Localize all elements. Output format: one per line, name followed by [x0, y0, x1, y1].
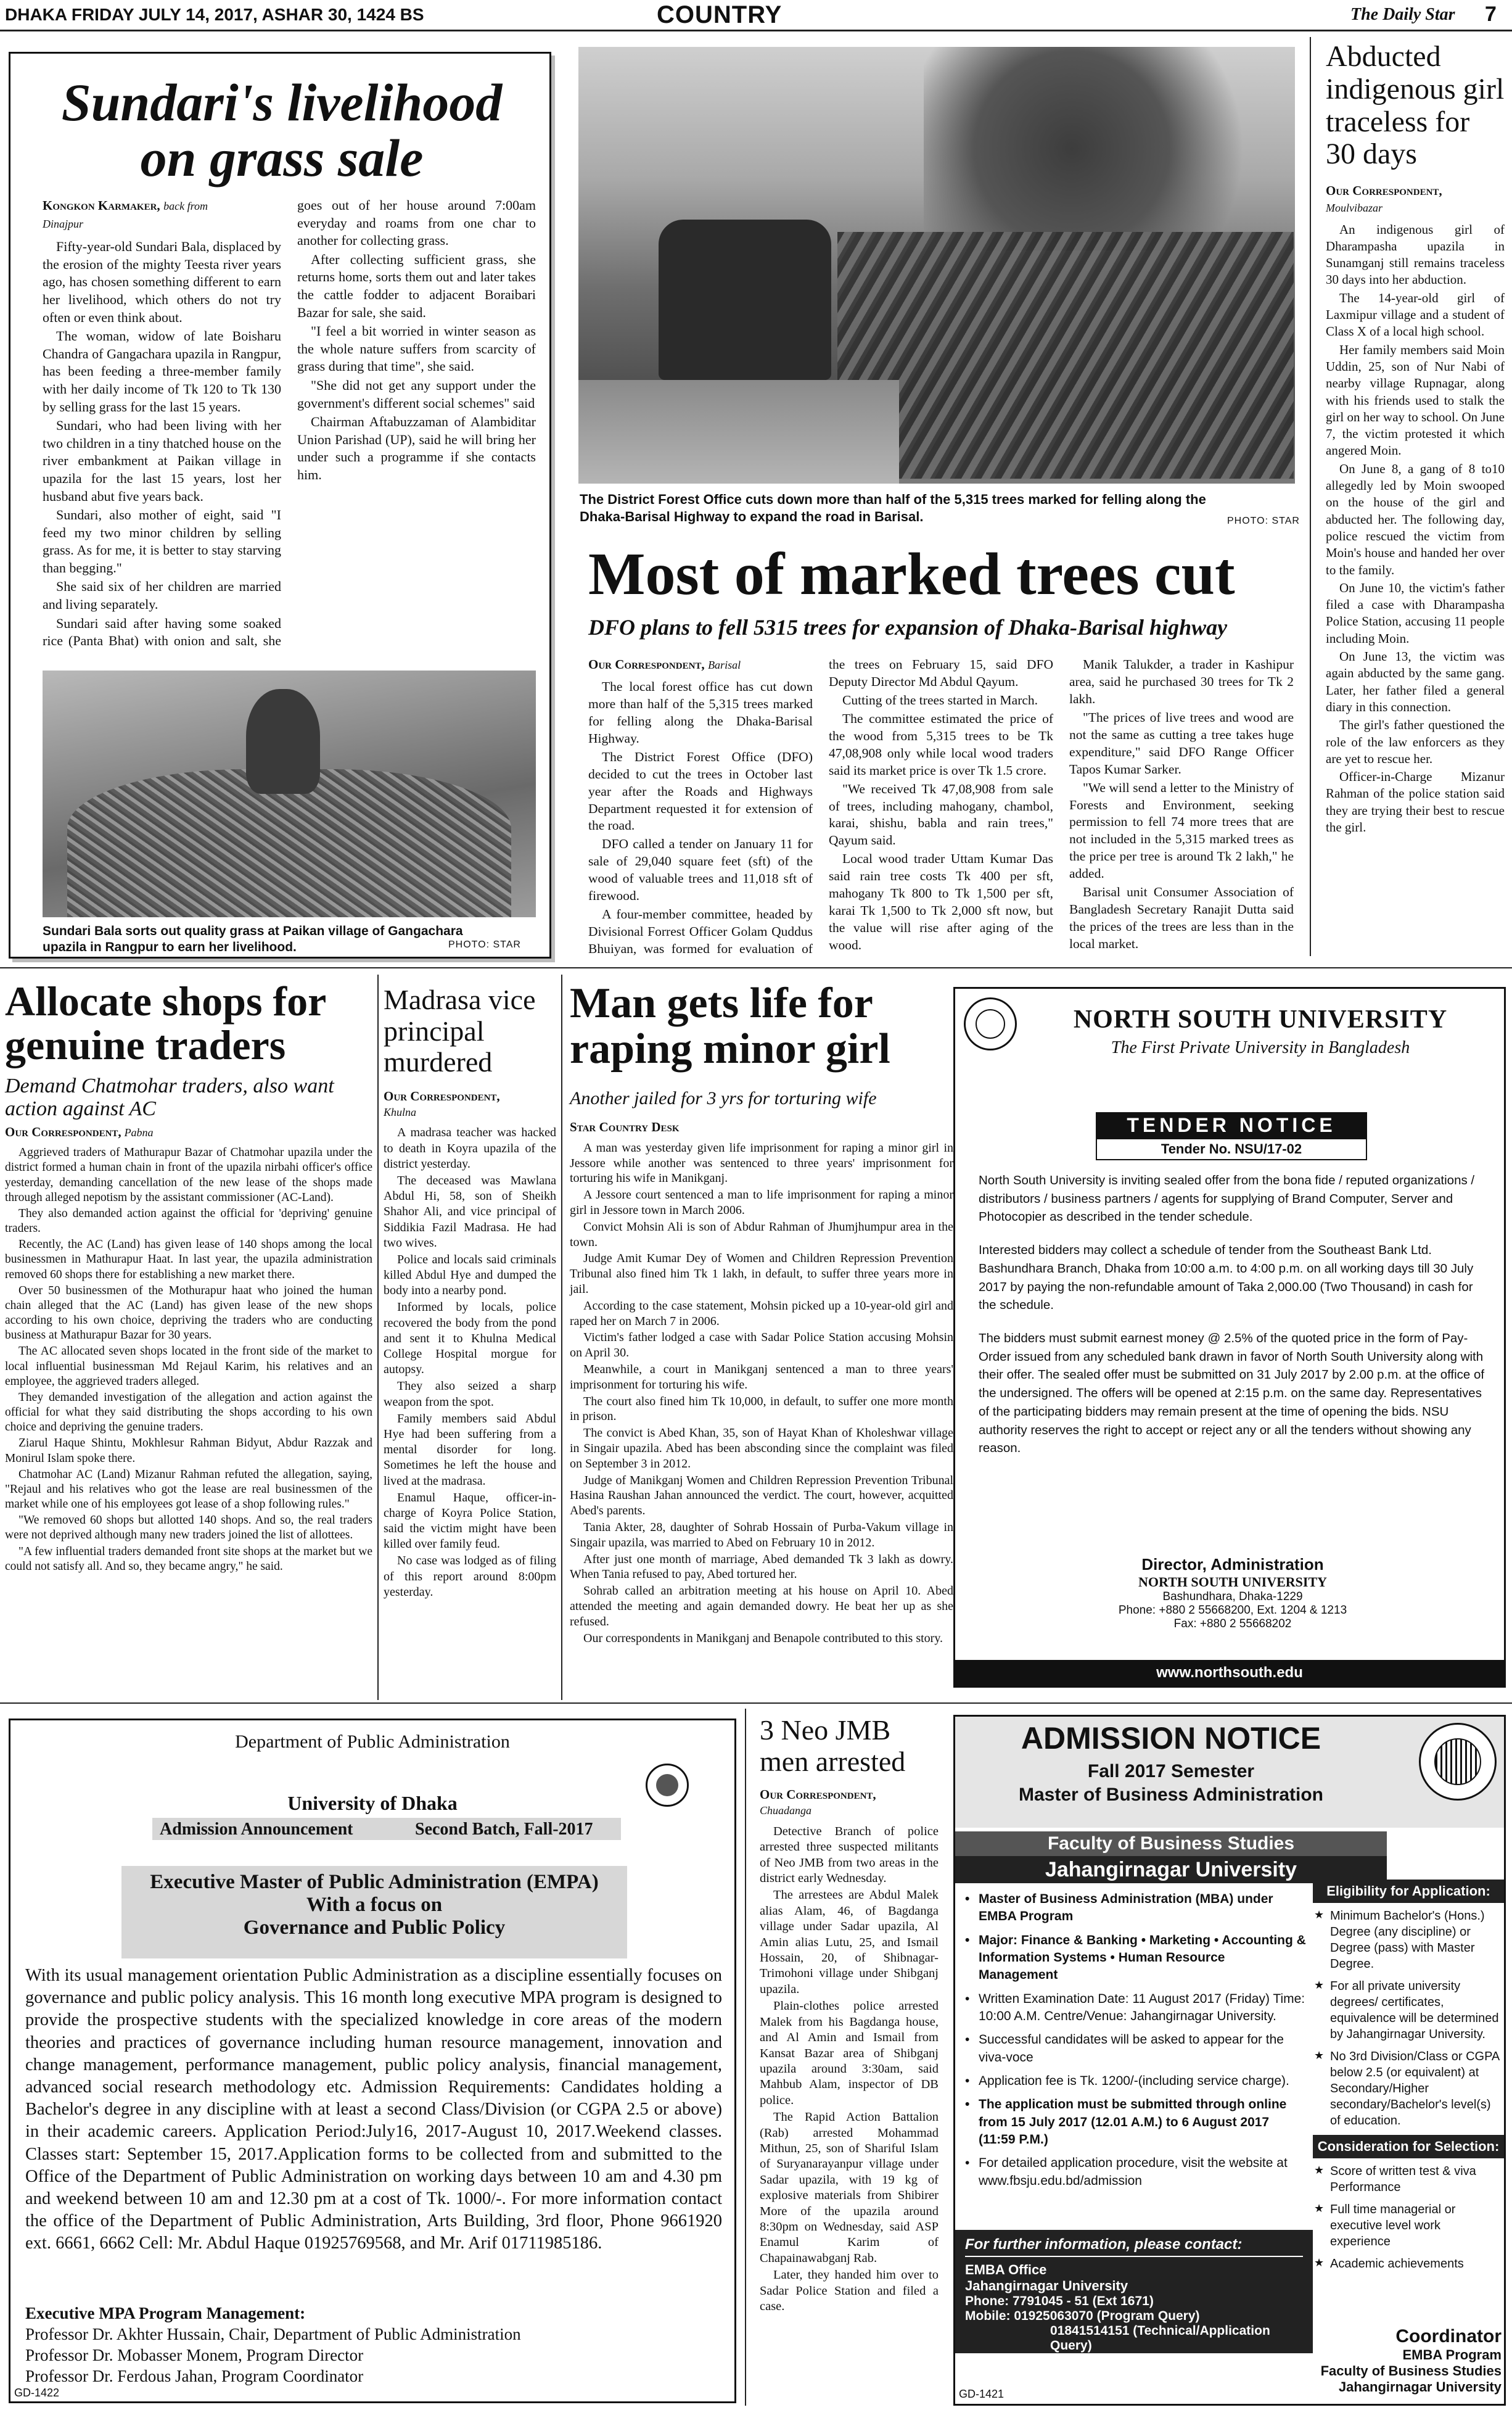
ju-eligibility-item: ★ For all private university degrees/ certificates, equivalence will be determined by Jahangirnagar University.: [1313, 1978, 1502, 2042]
rape-paragraph: Judge Amit Kumar Dey of Women and Children Repression Prevention Tribunal also fined him Tk 1 lakh, in default, to suffer three years more in jail.: [570, 1252, 953, 1296]
ju-selection-item: ★ Score of written test & viva Performance: [1313, 2163, 1502, 2195]
sundari-story: [9, 52, 551, 959]
trees-photo: [578, 47, 1295, 484]
ju-sidebar: [1313, 1880, 1504, 2271]
ju-eligibility-item: ★ No 3rd Division/Class or CGPA below 2.5 (or equivalent) at Secondary/Higher secondary/Bachelor's level(s) of education.: [1313, 2049, 1502, 2129]
du-mgmt-person: Professor Dr. Ferdous Jahan, Program Coordinator: [25, 2367, 364, 2386]
rape-paragraph: A Jessore court sentenced a man to life imprisonment for raping a minor girl in Jessore town in March 2006.: [570, 1188, 953, 1217]
column-rule: [1310, 37, 1311, 956]
tender-number: Tender No. NSU/17-02: [1096, 1138, 1367, 1160]
ju-contact-mobile: Mobile: 01925063070 (Program Query): [965, 2309, 1200, 2323]
jmb-paragraph: Plain-clothes police arrested Malek from his Bagdanga house, and Al Amin and Ismail from Kansat Bazar area of Shibganj upazila around 3:30am, said Mahbub Alam, inspector of DB police.: [760, 1999, 939, 2107]
ju-selection-item: ★ Full time managerial or executive level work experience: [1313, 2202, 1502, 2250]
shops-paragraph: The AC allocated seven shops located in the front side of the market to local influential businessman Md Rejaul Karim, his relatives and an employee, the aggrieved traders alleged.: [5, 1345, 372, 1388]
ju-faculty: Faculty of Business Studies: [955, 1831, 1387, 1856]
rape-paragraph: Tania Akter, 28, daughter of Sohrab Hossain of Purba-Vakum village in Singair upazila, was married to Abed on February 10 in 2012.: [570, 1520, 953, 1550]
sundari-paragraph: She said six of her children are married and living separately.: [43, 579, 281, 613]
shops-paragraph: They also demanded action against the official for 'depriving' genuine traders.: [5, 1207, 372, 1236]
sundari-paragraph: Fifty-year-old Sundari Bala, displaced by the erosion of the mighty Teesta river years ago, has chosen something different to earn her livelihood, which others do not try often or even think about.: [43, 239, 281, 325]
trees-caption: The District Forest Office cuts down more than half of the 5,315 trees marked for felling along the Dhaka-Barisal Highway to expand the road in Barisal.: [580, 492, 1206, 524]
sundari-paragraph: Sundari, also mother of eight, said "I feed my two minor children by selling grass. As for me, it is better to stay starving than begging.": [43, 507, 281, 576]
abducted-text: [1326, 183, 1505, 960]
nsu-logo-inner-shape: [976, 1009, 1005, 1039]
rape-paragraph: Judge of Manikganj Women and Children Repression Prevention Tribunal Hasina Raushan Jahan announced the verdict. The court, however, acquitted Abed's parents.: [570, 1473, 953, 1518]
trees-paragraph: DFO called a tender on January 11 for sale of 29,040 square feet (sft) of the wood of valuable trees and 11,018 sft of firewood.: [588, 836, 813, 904]
sundari-byline-from: back from: [163, 200, 208, 212]
rape-paragraph: A man was yesterday given life imprisonment for raping a minor girl in Jessore while another was sentenced to three years' imprisonment for torturing his wife in Manikganj.: [570, 1141, 953, 1186]
jmb-headline: 3 Neo JMB men arrested: [760, 1714, 906, 1777]
ju-item: • Application fee is Tk. 1200/-(including service charge).: [961, 2073, 1307, 2090]
abducted-paragraph: On June 13, the victim was again abducted by the same gang. Later, her father filed a general diary in this connection.: [1326, 649, 1505, 714]
rape-subhead: Another jailed for 3 yrs for torturing wife: [570, 1088, 877, 1108]
ju-coord-fac: Faculty of Business Studies: [1320, 2363, 1502, 2379]
abducted-byline-place: Moulvibazar: [1326, 202, 1383, 215]
ju-contact-uni: Jahangirnagar University: [965, 2278, 1128, 2293]
dateline: DHAKA FRIDAY JULY 14, 2017, ASHAR 30, 1424 BS: [5, 5, 424, 24]
sundari-photo: [43, 671, 536, 917]
ju-selection-item: ★ Academic achievements: [1313, 2256, 1502, 2272]
ju-logo-inner-shape: [1434, 1738, 1481, 1785]
sundari-text: [43, 197, 536, 666]
ju-coord-prog: EMBA Program: [1402, 2347, 1502, 2363]
sundari-paragraph: After collecting sufficient grass, she returns home, sorts them out and later takes the cattle fodder to adjacent Boraibari Bazar for sale, she said.: [297, 251, 536, 320]
abducted-paragraph: On June 10, the victim's father filed a case with Dharampasha Police Station, accusing 11 people including Moin.: [1326, 580, 1505, 646]
shops-paragraph: Over 50 businessmen of the Mothurapur haat who joined the human chain alleged that the AC (Land) has given lease of the new shops according to his own choice, depriving the traders who are conducting business at Mathurapur Bazar for 30 years.: [5, 1284, 372, 1342]
du-announcement-bar: [152, 1818, 621, 1840]
abducted-paragraph: On June 8, a gang of 8 to10 allegedly led by Moin swooped on the house of the girl and abducted her. The following day, police rescued the victim from Moin's house and handed her over to the family.: [1326, 461, 1505, 577]
ju-eligibility-title: Eligibility for Application:: [1313, 1880, 1504, 1903]
trees-paragraph: Barisal unit Consumer Association of Bangladesh Secretary Ranajit Dutta said the prices of the trees are less than in the local market.: [1069, 885, 1294, 951]
ju-coord-uni: Jahangirnagar University: [1338, 2379, 1502, 2395]
nsu-paragraph-2: Interested bidders may collect a schedule of tender from the Southeast Bank Ltd. Bashundhara Branch, Dhaka from 10:00 a.m. to 4:00 p.m. on all working days till 30 July 2017 by paying the non-refundable amount of Taka 2,000.00 (Two Thousand) in cash for the schedule.: [979, 1243, 1474, 1313]
madrasa-byline-place: Khulna: [384, 1106, 417, 1119]
rape-byline: Star Country Desk: [570, 1120, 680, 1134]
rape-paragraph: Meanwhile, a court in Manikganj sentenced a man to three years' imprisonment for torturing his wife.: [570, 1362, 953, 1392]
abducted-paragraph: Officer-in-Charge Mizanur Rahman of the police station said they are trying their best to rescue the girl.: [1326, 769, 1505, 835]
sundari-caption: Sundari Bala sorts out quality grass at Paikan village of Gangachara upazila in Rangpur to earn her livelihood.: [43, 924, 463, 955]
ju-eligibility-list: [1313, 1903, 1504, 2129]
nsu-name: NORTH SOUTH UNIVERSITY: [1073, 1005, 1448, 1034]
madrasa-headline: Madrasa vice principal murdered: [384, 984, 536, 1078]
woman-figure-shape: [246, 689, 320, 794]
madrasa-byline-name: Our Correspondent,: [384, 1089, 500, 1104]
ju-admission-ad: [953, 1715, 1506, 2406]
sundari-paragraph: The woman, widow of late Boisharu Chandra of Gangachara upazila in Rangpur, has been feeding a three-member family with her daily income of Tk 120 to Tk 130 by selling grass for the last 15 years.: [43, 328, 281, 415]
du-empa-ad: [9, 1719, 736, 2403]
du-ad-code: GD-1422: [14, 2387, 60, 2399]
abducted-paragraph: An indigenous girl of Dharampasha upazila in Sunamganj still remains traceless 30 days into her abduction.: [1326, 221, 1505, 287]
ju-coord-title: Coordinator: [1395, 2326, 1502, 2346]
abducted-headline: Abducted indigenous girl traceless for 30 days: [1326, 40, 1505, 171]
ju-selection-list: [1313, 2158, 1504, 2272]
du-mgmt-person: Professor Dr. Mobasser Monem, Program Director: [25, 2346, 364, 2365]
ju-title: ADMISSION NOTICE: [1021, 1721, 1321, 1756]
shops-headline: Allocate shops for genuine traders: [5, 978, 326, 1069]
du-program-block: [121, 1866, 627, 1958]
shops-paragraph: "We removed 60 shops but allotted 140 shops. And so, the real traders were not deprived although many new traders joined the list of allottees.: [5, 1514, 372, 1542]
nsu-logo: [964, 997, 1017, 1050]
shops-paragraph: They demanded investigation of the allegation and action against the official for what they said distributing the shops according to his own choice and depriving the genuine traders.: [5, 1390, 372, 1434]
trees-byline-name: Our Correspondent,: [588, 657, 705, 672]
rape-paragraph: Victim's father lodged a case with Sadar Police Station accusing Mohsin on April 30.: [570, 1331, 953, 1360]
ju-item: • Successful candidates will be asked to appear for the viva-voce: [961, 2031, 1307, 2066]
sundari-paragraph: Chairman Aftabuzzaman of Alambiditar Union Parishad (UP), said he will bring her under such a programme if she contacts him.: [297, 414, 536, 482]
shops-paragraph: Ziarul Haque Shintu, Mokhlesur Rahman Bidyut, Abdur Razzak and Monirul Islam spoke there.: [5, 1437, 372, 1465]
column-rule: [561, 975, 562, 1700]
rape-paragraph: After just one month of marriage, Abed demanded Tk 3 lakh as dowry. When Tania refused to pay, Abed tortured her.: [570, 1552, 953, 1582]
nsu-paragraph-1: North South University is inviting sealed offer from the bona fide / reputed organizations / distributors / business partners / agents for supplying of Brand Computer, Server and Photocopier as described in the tender schedule.: [979, 1173, 1475, 1224]
nsu-tagline: The First Private University in Bangladesh: [1111, 1038, 1410, 1057]
trees-paragraph: "We received Tk 47,08,908 from sale of trees, including mahogany, chambol, karai, shishu, babla and rain trees," Qayum said.: [829, 781, 1053, 848]
du-announcement: Admission Announcement: [160, 1820, 353, 1839]
ju-semester: Fall 2017 Semester: [1087, 1761, 1255, 1781]
shops-byline-name: Our Correspondent,: [5, 1125, 121, 1139]
sundari-photo-credit: PHOTO: STAR: [448, 939, 521, 950]
madrasa-paragraph: Police and locals said criminals killed Abdul Hye and dumped the body into a nearby pond.: [384, 1252, 556, 1298]
masthead: [0, 0, 1512, 32]
section-rule: [0, 967, 1512, 968]
ju-items: [961, 1891, 1307, 2196]
jmb-byline-name: Our Correspondent,: [760, 1787, 876, 1802]
trees-paragraph: "The prices of live trees and wood are not the same as cutting a tree takes huge expenditure," said DFO Range Officer Tapos Kumar Sarker.: [1069, 709, 1294, 777]
section-rule: [0, 1702, 1512, 1704]
trees-paragraph: The committee estimated the price of the wood from 5,315 trees to be Tk 47,08,908 only while local wood traders said its market price is over Tk 1.5 crore.: [829, 711, 1053, 778]
abducted-paragraph: The 14-year-old girl of Laxmipur village and a student of Class X of a local high school.: [1326, 290, 1505, 339]
madrasa-paragraph: Informed by locals, police recovered the body from the pond and sent it to Khulna Medical College Hospital morgue for autopsy.: [384, 1300, 556, 1377]
trees-byline-place: Barisal: [708, 659, 741, 671]
jmb-paragraph: The Rapid Action Battalion (Rab) arrested Mohammad Mithun, 25, son of Shariful Islam of Suryanarayanpur village under Sadar upazila, with 19 kg of explosive materials from Shibirer More of the upazila around 8:30pm on Wednesday, said ASP Enamul Karim of Chapainawabganj Rab.: [760, 2110, 939, 2265]
section-label: COUNTRY: [657, 1, 783, 28]
sundari-paragraph: Sundari, who had been living with her two children in a tiny thatched house on the river embankment at Paikan village in upazila for the last 15 years, lost her husband abut five years back.: [43, 418, 281, 504]
column-rule: [377, 975, 379, 1700]
du-program-line3: Governance and Public Policy: [243, 1917, 506, 1939]
ju-contact-box: [955, 2230, 1313, 2353]
sundari-byline-name: Kongkon Karmaker,: [43, 198, 160, 213]
nsu-website[interactable]: www.northsouth.edu: [955, 1660, 1504, 1686]
du-mgmt: [25, 2303, 722, 2387]
du-batch: Second Batch, Fall-2017: [415, 1820, 593, 1839]
nsu-signature-block: [979, 1555, 1487, 1631]
nsu-body: [979, 1171, 1487, 1458]
madrasa-text: [384, 1088, 556, 1699]
nsu-sign-title: Director, Administration: [1141, 1555, 1324, 1574]
madrasa-paragraph: Enamul Haque, officer-in-charge of Koyra Police Station, said the victim might have been killed over family feud.: [384, 1490, 556, 1551]
abducted-paragraph: Her family members said Moin Uddin, 25, son of Nur Nabi of nearby village Rupnagar, along with his friends used to stalk the girl on her way to school. On June 7, the victim protested it which angered Moin.: [1326, 342, 1505, 458]
madrasa-paragraph: Family members said Abdul Hye had been suffering from a mental disorder for long. Sometimes he left the house and lived at the madrasa.: [384, 1411, 556, 1488]
sundari-paragraph: Sundari said after having some soaked rice (Panta Bhat) with onion and salt, she goes out of her house around 7:00am everyday and roams from one char to another for collecting grass.: [43, 197, 536, 649]
ju-item: • Written Examination Date: 11 August 2017 (Friday) Time: 10:00 A.M. Centre/Venue: Jahangirnagar University.: [961, 1991, 1307, 2026]
trees-paragraph: Local wood trader Uttam Kumar Das said rain tree costs Tk 400 per sft, mahogany Tk 800 to Tk 1,500 per sft, karai Tk 1,500 to Tk 2,000 sft now, but the value will rise after aging of the wood.: [829, 851, 1053, 952]
shops-byline-place: Pabna: [124, 1126, 154, 1139]
jmb-text: [760, 1786, 939, 2406]
trees-paragraph: The District Forest Office (DFO) decided to cut the trees in October last year after the Roads and Highways Department requested it for extension of the road.: [588, 749, 813, 833]
madrasa-paragraph: A madrasa teacher was hacked to death in Koyra upazila of the district yesterday.: [384, 1126, 556, 1171]
rape-headline: Man gets life for raping minor girl: [570, 980, 890, 1073]
madrasa-paragraph: They also seized a sharp weapon from the spot.: [384, 1379, 556, 1409]
sundari-paragraph: "I feel a bit worried in winter season as the whole nature suffers from scarcity of grass during that time", she said.: [297, 323, 536, 374]
trees-headline: Most of marked trees cut: [588, 541, 1235, 608]
du-university: University of Dhaka: [287, 1792, 458, 1814]
rape-paragraph: The convict is Abed Khan, 35, son of Hayat Khan of Kholeshwar village in Singair upazila. Abed has been absconding since the complaint was filed on September 3 in 2012.: [570, 1426, 953, 1471]
shops-text: [5, 1124, 372, 1698]
ju-coordinator: [1319, 2326, 1502, 2395]
madrasa-paragraph: The deceased was Mawlana Abdul Hi, 58, son of Sheikh Shahor Ali, and vice principal of Siddikia Fazil Madrasa. He had two wives.: [384, 1173, 556, 1250]
jmb-byline-place: Chuadanga: [760, 1804, 812, 1817]
sundari-paragraph: "She did not get any support under the government's different social schemes" said: [297, 377, 536, 411]
abducted-byline-name: Our Correspondent,: [1326, 183, 1442, 198]
tender-title: TENDER NOTICE: [1096, 1112, 1367, 1138]
trees-photo-credit: PHOTO: STAR: [1227, 516, 1300, 526]
trees-paragraph: "We will send a letter to the Ministry of Forests and Environment, seeking permission to fell 74 more trees that are not included in the 5,315 marked trees as the price per tree is around Tk 2 lakh," he added.: [1069, 780, 1294, 881]
ju-item: • Master of Business Administration (MBA) under EMBA Program: [961, 1891, 1307, 1926]
ju-contact-mobile2: 01841514151 (Technical/Application Query): [1050, 2324, 1270, 2353]
page-number: 7: [1485, 2, 1497, 26]
road-shape: [578, 380, 899, 484]
ju-item: • Major: Finance & Banking • Marketing • Accounting & Information Systems • Human Resource Management: [961, 1932, 1307, 1984]
ju-eligibility-item: ★ Minimum Bachelor's (Hons.) Degree (any discipline) or Degree (pass) with Master Degree.: [1313, 1908, 1502, 1972]
rape-text: [570, 1119, 953, 1699]
shops-paragraph: Recently, the AC (Land) has given lease of 140 shops among the local businessmen in Mathurapur Haat. In last year, the upazila administration removed 60 shops there for establishing a new market there.: [5, 1238, 372, 1281]
ju-item: • The application must be submitted through online from 15 July 2017 (12.01 A.M.) to 6 August 2017 (11:59 P.M.): [961, 2096, 1307, 2148]
nsu-fax: Fax: +880 2 55668202: [1173, 1617, 1292, 1630]
ju-contact-phone: Phone: 7791045 - 51 (Ext 1671): [965, 2294, 1154, 2308]
shops-paragraph: Aggrieved traders of Mathurapur Bazar of Chatmohar upazila under the district formed a human chain in front of the upazila nirbahi officer's office yesterday, demanding cancellation of the new lease of the shops made through alleged nepotism by the assistant commissioner (AC-Land).: [5, 1146, 372, 1204]
shops-subhead: Demand Chatmohar traders, also want action against AC: [5, 1075, 334, 1121]
madrasa-paragraph: No case was lodged as of filing of this report around 8:00pm yesterday.: [384, 1554, 556, 1599]
nsu-tender-ad: [953, 987, 1506, 1688]
jmb-paragraph: The arrestees are Abdul Malek alias Alam, 46, of Bagdanga village under Sadar upazila, Al Amin alias Lutu, 25, and Ismail Hossain, 20, of Shibnagar-Trimohoni village under Shibganj upazila.: [760, 1888, 939, 1996]
trees-paragraph: A four-member committee, headed by Divisional Forrest Officer Golam Quddus Bhuiyan, was formed for evaluation of the trees on February 15, said DFO Deputy Director Md Abdul Qayum.: [588, 657, 1053, 956]
du-program-line1: Executive Master of Public Administration (EMPA): [150, 1871, 599, 1893]
ju-program: Master of Business Administration: [1019, 1785, 1323, 1805]
jmb-paragraph: Detective Branch of police arrested three suspected militants of Neo JMB from two areas in the district early Wednesday.: [760, 1824, 939, 1886]
abducted-paragraph: The girl's father questioned the role of the law enforcers as they are yet to rescue her.: [1326, 717, 1505, 766]
trees-paragraph: Cutting of the trees started in March.: [842, 692, 1038, 708]
trees-paragraph: The local forest office has cut down more than half of the 5,315 trees marked for felling along the Dhaka-Barisal Highway.: [588, 679, 813, 746]
du-mgmt-title: Executive MPA Program Management:: [25, 2304, 306, 2322]
nsu-address: Bashundhara, Dhaka-1229: [1162, 1590, 1303, 1603]
du-body: With its usual management orientation Public Administration as a discipline essentially focuses on governance and public policy analysis. This 16 month long executive MPA program is designed to provide the prospective students with the specialized knowledge in core areas of the modern theories and practices of governance including human resource management, innovation and change management, performance management, public policy analysis, financial management, advanced social research methodology etc. Admission Requirements: Candidates holding a Bachelor's degree in any discipline with at least a second Class/Division (or CGPA 2.5 or above) in their academic careers. Application Period:July16, 2017-August 10, 2017.Weekend classes. Classes start: September 15, 2017.Application forms to be collected from and submitted to the Office of the Department of Public Administration on working days between 10 am and 4.30 pm and weekend between 10 am and 12.30 pm at a cost of Tk. 1000/-. For more information contact the office of the Department of Public Administration, Arts Building, 3rd floor, Phone 9661920 ext. 6661, 6662 Cell: Mr. Abdul Haque 01925769568, and Mr. Arif 01711985186.: [25, 1966, 722, 2253]
ju-selection-title: Consideration for Selection:: [1313, 2135, 1504, 2158]
du-program-line2: With a focus on: [306, 1894, 443, 1916]
trees-text: [588, 656, 1294, 965]
sundari-headline: Sundari's livelihood on grass sale: [61, 73, 503, 188]
ju-university: Jahangirnagar University: [955, 1856, 1387, 1883]
sundari-byline-place: Dinajpur: [43, 217, 84, 230]
felled-branches-shape: [837, 232, 1294, 479]
ju-contact-title: For further information, please contact:: [965, 2236, 1303, 2257]
column-rule: [745, 1709, 746, 2406]
ju-ad-code: GD-1421: [959, 2388, 1005, 2400]
nsu-sign-org: NORTH SOUTH UNIVERSITY: [1138, 1574, 1328, 1590]
du-mgmt-person: Professor Dr. Akhter Hussain, Chair, Department of Public Administration: [25, 2325, 521, 2344]
rape-paragraph: The court also fined him Tk 10,000, in default, to suffer one more month in prison.: [570, 1394, 953, 1424]
ju-item: • For detailed application procedure, visit the website at www.fbsju.edu.bd/admission: [961, 2155, 1307, 2190]
ju-contact-office: EMBA Office: [965, 2262, 1047, 2277]
rape-paragraph: Sohrab called an arbitration meeting at his house on April 10. Abed attended the meeting and again demanded dowry. He beat her up as she refused.: [570, 1584, 953, 1628]
masthead-rule: [0, 30, 1512, 31]
tree-canopy-shape: [924, 47, 1294, 250]
paper-logo: The Daily Star: [1350, 5, 1455, 24]
rape-paragraph: Convict Mohsin Ali is son of Abdur Rahman of Jhumjhumpur area in the town.: [570, 1219, 953, 1249]
shops-paragraph: Chatmohar AC (Land) Mizanur Rahman refuted the allegation, saying, "Rejaul and his relatives who got the lease are real businessmen of the market while one of his employees got lease of a shop following rules.": [5, 1467, 372, 1511]
jmb-paragraph: Later, they handed him over to Sadar Police Station and filed a case.: [760, 2268, 939, 2313]
nsu-paragraph-3: The bidders must submit earnest money @ 2.5% of the quoted price in the form of Pay-Order issued from any scheduled bank drawn in favor of North South University along with their offer. The sealed offer must be submitted on 31 July 2017 by 2.00 p.m. at the office of the undersigned. The offers will be opened at 2:15 p.m. on the same day. Representatives of the participating bidders may remain present at the time of opening the bids. NSU authority reserves the right to accept or reject any or all the tenders without showing any reason.: [979, 1331, 1485, 1456]
nsu-phone: Phone: +880 2 55668200, Ext. 1204 & 1213: [1118, 1604, 1347, 1617]
rape-paragraph: Our correspondents in Manikganj and Benapole contributed to this story.: [583, 1631, 943, 1645]
shops-paragraph: "A few influential traders demanded front site shops at the market but we could not satisfy all. And so, they became angry," he said.: [5, 1545, 372, 1573]
du-dept: Department of Public Administration: [235, 1731, 510, 1752]
trees-subhead: DFO plans to fell 5315 trees for expansion of Dhaka-Barisal highway: [588, 615, 1228, 640]
trees-paragraph: Manik Talukder, a trader in Kashipur area, said he purchased 30 trees for Tk 2 lakh.: [1069, 657, 1294, 706]
ju-logo: [1419, 1723, 1497, 1801]
rape-paragraph: According to the case statement, Mohsin picked up a 10-year-old girl and raped her on March 7 in 2006.: [570, 1298, 953, 1328]
auto-rickshaw-shape: [659, 220, 831, 380]
